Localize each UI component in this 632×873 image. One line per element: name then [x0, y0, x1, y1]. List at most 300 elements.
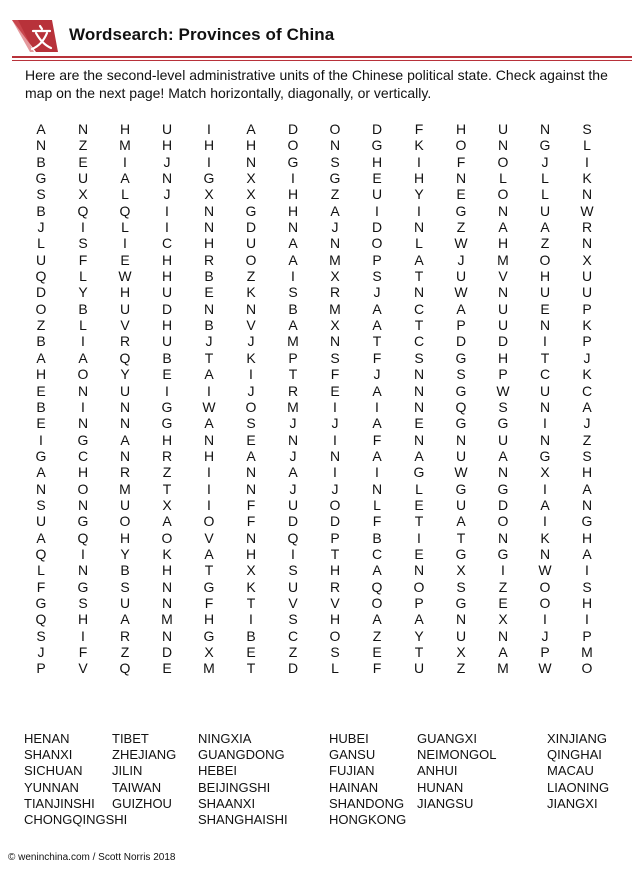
grid-letter: W	[538, 562, 552, 579]
grid-letter: C	[539, 366, 551, 383]
instructions-text: Here are the second-level administrative units of the Chinese political state. Check against the map on the next page! Match horizontally, diagonally, or vertically.	[25, 67, 608, 101]
grid-letter: A	[204, 366, 214, 383]
grid-letter: O	[539, 594, 551, 611]
grid-letter: A	[372, 447, 382, 464]
grid-letter: S	[330, 644, 340, 660]
grid-letter: E	[414, 545, 424, 562]
grid-letter: H	[497, 349, 509, 366]
grid-letter: N	[455, 170, 467, 187]
grid-letter: B	[162, 349, 172, 366]
grid-letter: I	[543, 513, 547, 530]
word-item: TAIWAN	[112, 779, 162, 795]
grid-letter: G	[455, 594, 467, 611]
grid-letter: N	[245, 464, 257, 481]
grid-letter: J	[373, 366, 381, 383]
grid-letter: E	[372, 170, 382, 187]
grid-letter: G	[455, 415, 467, 432]
grid-letter: O	[35, 300, 47, 317]
grid-letter: L	[79, 268, 87, 285]
grid-letter: H	[203, 611, 215, 628]
grid-letter: U	[161, 333, 173, 350]
grid-letter: K	[582, 170, 592, 187]
grid-letter: O	[329, 627, 341, 644]
word-column	[417, 731, 496, 812]
grid-letter: G	[539, 137, 551, 154]
grid-letter: I	[165, 202, 169, 219]
grid-letter: Z	[330, 186, 340, 203]
grid-letter: R	[119, 464, 131, 481]
grid-letter: Q	[35, 545, 47, 562]
grid-letter: W	[118, 268, 132, 285]
word-item: LIAONING	[547, 779, 610, 795]
grid-letter: F	[330, 366, 340, 383]
grid-letter: N	[161, 170, 173, 187]
word-column	[198, 731, 288, 828]
grid-letter: G	[455, 349, 467, 366]
grid-letter: D	[329, 513, 341, 530]
grid-letter: I	[207, 480, 211, 497]
grid-letter: Y	[120, 545, 130, 562]
grid-letter: L	[373, 496, 381, 513]
grid-letter: N	[35, 480, 47, 497]
grid-letter: A	[204, 545, 214, 562]
grid-letter: S	[288, 284, 298, 301]
grid-letter: B	[36, 153, 46, 170]
grid-letter: I	[543, 480, 547, 497]
grid-letter: O	[455, 137, 467, 154]
grid-letter: F	[414, 121, 424, 137]
word-item: JILIN	[112, 763, 143, 779]
grid-letter: I	[585, 153, 589, 170]
grid-letter: W	[580, 202, 594, 219]
grid-letter: I	[375, 464, 379, 481]
grid-letter: B	[78, 300, 88, 317]
grid-letter: O	[245, 251, 257, 268]
grid-letter: G	[455, 202, 467, 219]
word-item: HONGKONG	[329, 812, 407, 828]
grid-letter: J	[331, 480, 339, 497]
grid-letter: J	[541, 153, 549, 170]
grid-letter: H	[161, 562, 173, 579]
grid-letter: N	[77, 562, 89, 579]
grid-letter: U	[119, 496, 131, 513]
grid-letter: H	[161, 251, 173, 268]
grid-letter: G	[497, 480, 509, 497]
grid-letter: H	[161, 268, 173, 285]
grid-letter: O	[539, 578, 551, 595]
grid-letter: J	[289, 415, 297, 432]
grid-letter: I	[207, 464, 211, 481]
grid-letter: Q	[119, 660, 131, 677]
grid-letter: H	[287, 186, 299, 203]
grid-letter: G	[77, 431, 89, 448]
word-item: MACAU	[547, 763, 594, 779]
grid-letter: I	[207, 121, 211, 137]
grid-letter: D	[371, 219, 383, 236]
grid-letter: V	[288, 594, 298, 611]
grid-letter: H	[161, 137, 173, 154]
grid-letter: B	[36, 398, 46, 415]
grid-letter: N	[77, 415, 89, 432]
word-item: GUANGDONG	[198, 747, 285, 763]
title-divider	[12, 56, 632, 58]
grid-letter: L	[37, 562, 45, 579]
grid-letter: U	[455, 627, 467, 644]
grid-letter: H	[35, 366, 47, 383]
grid-letter: N	[413, 431, 425, 448]
grid-letter: Z	[540, 235, 550, 252]
grid-letter: X	[78, 186, 88, 203]
grid-letter: C	[287, 627, 299, 644]
grid-letter: J	[583, 349, 591, 366]
grid-letter: M	[497, 660, 509, 677]
grid-letter: G	[35, 447, 47, 464]
grid-letter: A	[540, 496, 550, 513]
grid-letter: F	[372, 431, 382, 448]
grid-letter: J	[331, 219, 339, 236]
grid-letter: U	[455, 268, 467, 285]
grid-letter: N	[581, 496, 593, 513]
grid-letter: E	[540, 300, 550, 317]
grid-letter: E	[498, 594, 508, 611]
grid-letter: P	[372, 251, 382, 268]
grid-letter: V	[330, 594, 340, 611]
grid-letter: G	[203, 578, 215, 595]
grid-letter: T	[288, 366, 298, 383]
grid-letter: H	[119, 284, 131, 301]
grid-letter: N	[119, 447, 131, 464]
grid-letter: G	[203, 170, 215, 187]
grid-letter: K	[540, 529, 550, 546]
grid-letter: O	[329, 121, 341, 137]
grid-letter: Z	[372, 627, 382, 644]
grid-letter: N	[413, 366, 425, 383]
grid-letter: H	[203, 447, 215, 464]
grid-letter: G	[371, 137, 383, 154]
word-item: ZHEJIANG	[112, 747, 177, 763]
grid-letter: J	[37, 219, 45, 236]
grid-letter: Z	[36, 317, 46, 334]
grid-letter: G	[497, 415, 509, 432]
grid-letter: N	[539, 545, 551, 562]
word-item: GUIZHOU	[112, 795, 172, 811]
grid-letter: N	[203, 202, 215, 219]
grid-letter: N	[245, 300, 257, 317]
grid-letter: E	[456, 186, 466, 203]
grid-letter: T	[246, 594, 256, 611]
grid-letter: I	[333, 431, 337, 448]
grid-letter: I	[375, 398, 379, 415]
grid-letter: S	[36, 186, 46, 203]
grid-letter: M	[329, 300, 341, 317]
grid-letter: O	[329, 496, 341, 513]
grid-letter: O	[245, 398, 257, 415]
grid-letter: F	[78, 644, 88, 660]
grid-letter: O	[77, 480, 89, 497]
grid-letter: S	[582, 121, 592, 137]
grid-letter: X	[456, 644, 466, 660]
grid-letter: N	[329, 235, 341, 252]
grid-letter: X	[330, 317, 340, 334]
grid-letter: N	[245, 480, 257, 497]
grid-letter: U	[581, 268, 593, 285]
grid-letter: O	[581, 660, 593, 677]
grid-letter: I	[81, 333, 85, 350]
grid-letter: N	[455, 431, 467, 448]
grid-letter: Q	[77, 202, 89, 219]
grid-letter: A	[582, 545, 592, 562]
grid-letter: P	[582, 333, 592, 350]
grid-letter: A	[582, 480, 592, 497]
grid-letter: P	[540, 644, 550, 660]
grid-letter: A	[246, 447, 256, 464]
grid-letter: U	[119, 300, 131, 317]
grid-letter: G	[35, 170, 47, 187]
grid-letter: N	[455, 611, 467, 628]
grid-letter: A	[330, 202, 340, 219]
grid-letter: G	[245, 202, 257, 219]
grid-letter: N	[581, 235, 593, 252]
grid-letter: A	[288, 464, 298, 481]
grid-letter: U	[539, 202, 551, 219]
grid-letter: C	[371, 545, 383, 562]
grid-letter: I	[81, 627, 85, 644]
grid-letter: O	[539, 251, 551, 268]
grid-letter: B	[288, 300, 298, 317]
grid-letter: J	[331, 415, 339, 432]
grid-letter: Y	[414, 627, 424, 644]
grid-letter: Y	[120, 366, 130, 383]
grid-letter: R	[161, 447, 173, 464]
grid-letter: Z	[498, 578, 508, 595]
word-item: SHANXI	[24, 747, 73, 763]
grid-letter: B	[36, 333, 46, 350]
grid-letter: A	[414, 251, 424, 268]
grid-letter: X	[162, 496, 172, 513]
grid-letter: I	[165, 382, 169, 399]
word-item: TIANJINSHI	[24, 795, 95, 811]
grid-letter: I	[123, 235, 127, 252]
grid-letter: Z	[120, 644, 130, 660]
grid-letter: I	[81, 545, 85, 562]
grid-letter: S	[120, 578, 130, 595]
grid-letter: C	[413, 333, 425, 350]
grid-letter: S	[78, 594, 88, 611]
grid-letter: N	[329, 447, 341, 464]
grid-letter: A	[498, 447, 508, 464]
grid-letter: N	[539, 317, 551, 334]
grid-letter: R	[119, 333, 131, 350]
grid-letter: P	[36, 660, 46, 677]
grid-letter: T	[540, 349, 550, 366]
grid-letter: J	[289, 480, 297, 497]
grid-letter: T	[414, 317, 424, 334]
grid-letter: Z	[456, 219, 466, 236]
grid-letter: S	[456, 578, 466, 595]
word-column	[112, 731, 176, 812]
grid-letter: T	[414, 513, 424, 530]
grid-letter: H	[203, 235, 215, 252]
grid-letter: S	[372, 268, 382, 285]
grid-letter: S	[330, 153, 340, 170]
grid-letter: U	[455, 496, 467, 513]
grid-letter: X	[246, 170, 256, 187]
grid-letter: P	[456, 317, 466, 334]
grid-letter: M	[329, 251, 341, 268]
grid-letter: T	[204, 349, 214, 366]
grid-letter: I	[543, 415, 547, 432]
grid-letter: L	[121, 219, 129, 236]
word-item: CHONGQINGSHI	[24, 812, 128, 828]
grid-letter: E	[78, 153, 88, 170]
grid-letter: G	[287, 153, 299, 170]
grid-letter: N	[77, 496, 89, 513]
grid-letter: N	[497, 284, 509, 301]
grid-letter: P	[582, 627, 592, 644]
grid-letter: Q	[455, 398, 467, 415]
grid-letter: H	[371, 153, 383, 170]
grid-letter: U	[77, 170, 89, 187]
grid-letter: H	[455, 121, 467, 137]
word-item: BEIJINGSHI	[198, 779, 271, 795]
grid-letter: H	[413, 170, 425, 187]
grid-letter: V	[246, 317, 256, 334]
grid-letter: H	[161, 317, 173, 334]
grid-letter: W	[454, 284, 468, 301]
grid-letter: U	[497, 300, 509, 317]
grid-letter: N	[77, 382, 89, 399]
grid-letter: W	[496, 382, 510, 399]
grid-letter: O	[413, 578, 425, 595]
grid-letter: X	[330, 268, 340, 285]
word-item: YUNNAN	[24, 779, 79, 795]
grid-letter: A	[288, 251, 298, 268]
grid-letter: L	[499, 170, 507, 187]
grid-letter: Y	[414, 186, 424, 203]
grid-letter: H	[539, 268, 551, 285]
word-item: HAINAN	[329, 779, 379, 795]
grid-letter: O	[497, 513, 509, 530]
grid-letter: B	[372, 529, 382, 546]
grid-letter: Z	[582, 431, 592, 448]
grid-letter: L	[583, 137, 591, 154]
grid-letter: H	[119, 529, 131, 546]
grid-letter: G	[203, 627, 215, 644]
word-item: FUJIAN	[329, 763, 375, 779]
grid-letter: D	[161, 300, 173, 317]
word-item: NINGXIA	[198, 731, 252, 746]
grid-letter: H	[497, 235, 509, 252]
grid-letter: U	[35, 513, 47, 530]
grid-letter: A	[120, 431, 130, 448]
grid-letter: G	[455, 480, 467, 497]
grid-letter: A	[372, 300, 382, 317]
word-item: JIANGXI	[547, 795, 598, 811]
grid-letter: D	[287, 121, 299, 137]
grid-letter: P	[288, 349, 298, 366]
grid-letter: N	[539, 431, 551, 448]
grid-letter: U	[35, 251, 47, 268]
grid-letter: F	[246, 513, 256, 530]
grid-letter: C	[161, 235, 173, 252]
grid-letter: G	[413, 464, 425, 481]
grid-letter: C	[413, 300, 425, 317]
grid-letter: H	[581, 594, 593, 611]
grid-letter: E	[36, 415, 46, 432]
grid-letter: S	[330, 349, 340, 366]
grid-letter: H	[287, 202, 299, 219]
grid-letter: N	[287, 431, 299, 448]
grid-letter: E	[162, 660, 172, 677]
grid-letter: A	[582, 398, 592, 415]
word-item: HEBEI	[198, 763, 238, 779]
grid-letter: G	[539, 447, 551, 464]
grid-letter: I	[39, 431, 43, 448]
grid-letter: A	[456, 513, 466, 530]
grid-letter: S	[414, 349, 424, 366]
grid-letter: G	[329, 170, 341, 187]
grid-letter: N	[497, 627, 509, 644]
grid-letter: I	[81, 219, 85, 236]
grid-letter: I	[249, 611, 253, 628]
grid-letter: P	[414, 594, 424, 611]
copyright-footer: © weninchina.com / Scott Norris 2018	[8, 852, 176, 863]
grid-letter: E	[246, 431, 256, 448]
word-item: HUBEI	[329, 731, 369, 746]
grid-letter: K	[162, 545, 172, 562]
grid-letter: I	[123, 153, 127, 170]
grid-letter: A	[36, 529, 46, 546]
grid-letter: K	[582, 317, 592, 334]
grid-letter: W	[202, 398, 216, 415]
grid-letter: G	[77, 578, 89, 595]
grid-letter: I	[291, 170, 295, 187]
grid-letter: R	[329, 284, 341, 301]
grid-letter: S	[498, 398, 508, 415]
grid-letter: I	[291, 545, 295, 562]
grid-letter: T	[204, 562, 214, 579]
grid-letter: E	[414, 415, 424, 432]
grid-letter: D	[371, 121, 383, 137]
grid-letter: U	[497, 317, 509, 334]
grid-letter: Z	[162, 464, 172, 481]
grid-letter: Q	[35, 611, 47, 628]
grid-letter: N	[35, 137, 47, 154]
grid-letter: O	[497, 186, 509, 203]
grid-letter: D	[287, 513, 299, 530]
grid-letter: A	[372, 317, 382, 334]
grid-letter: N	[245, 529, 257, 546]
grid-letter: X	[204, 644, 214, 660]
grid-letter: M	[287, 398, 299, 415]
grid-letter: I	[165, 219, 169, 236]
grid-letter: M	[119, 480, 131, 497]
grid-letter: I	[333, 464, 337, 481]
grid-letter: P	[330, 529, 340, 546]
grid-letter: F	[204, 594, 214, 611]
word-column	[329, 731, 406, 828]
grid-letter: O	[371, 235, 383, 252]
word-item: HENAN	[24, 731, 70, 746]
grid-letter: S	[288, 611, 298, 628]
grid-letter: Q	[35, 268, 47, 285]
grid-letter: J	[289, 447, 297, 464]
grid-letter: E	[330, 382, 340, 399]
grid-letter: A	[372, 415, 382, 432]
grid-letter: H	[119, 121, 131, 137]
grid-letter: Q	[119, 202, 131, 219]
grid-letter: A	[78, 349, 88, 366]
